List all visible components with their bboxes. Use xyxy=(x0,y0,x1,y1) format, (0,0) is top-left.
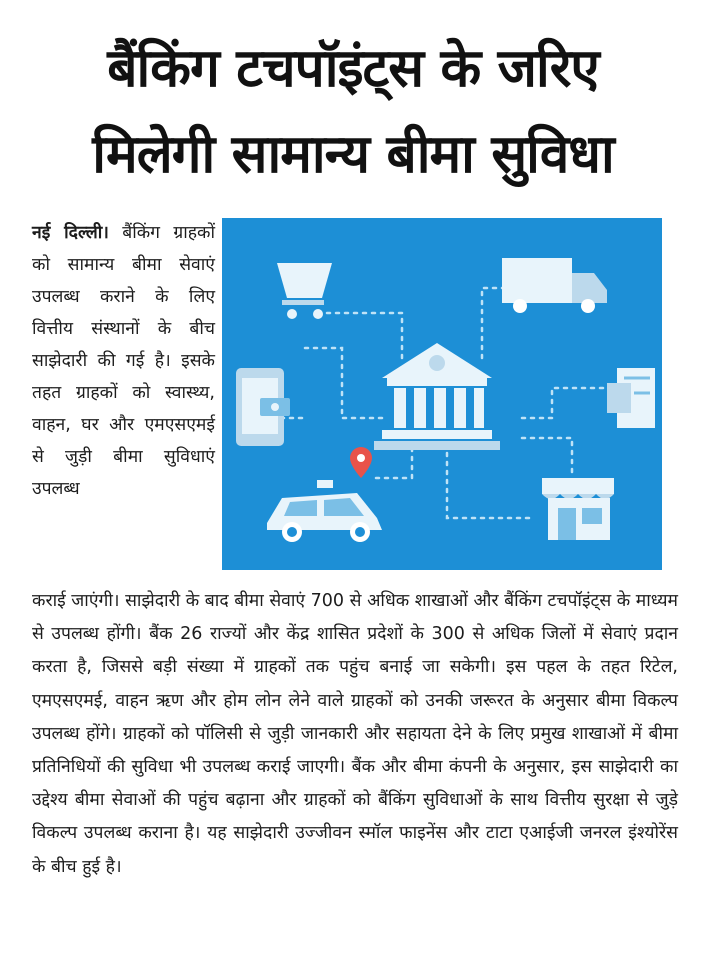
article-column-text xyxy=(32,217,215,505)
shop-icon xyxy=(542,478,614,540)
article-illustration xyxy=(222,218,662,570)
headline xyxy=(20,26,686,198)
delivery-truck-icon xyxy=(502,258,607,313)
fintech-network-graphic xyxy=(222,218,662,570)
bank-icon xyxy=(374,343,500,450)
headline-line-2: मिलेगी सामान्य बीमा सुविधा xyxy=(92,124,614,185)
headline-line-1: बैंकिंग टचपॉइंट्स के जरिए xyxy=(107,38,599,99)
document-icon xyxy=(607,368,655,428)
mobile-phone-icon xyxy=(236,368,290,446)
shopping-cart-icon xyxy=(277,263,332,319)
article-full-width-text: कराई जाएंगी। साझेदारी के बाद बीमा सेवाएं 700 से अधिक शाखाओं और बैंकिंग टचपॉइंट्स के माध्यम से उपलब्ध होंगी। बैंक 26 राज्यों और केंद्र शासित प्रदेशों के 300 से अधिक जिलों में सेवाएं प्रदान करता है, जिससे बड़ी संख्या में ग्राहकों तक पहुंच बनाई जा सकेगी। इस पहल के तहत रिटेल, एमएसएमई, वाहन ऋण और होम लोन लेने वाले ग्राहकों को उनकी जरूरत के अनुसार बीमा विकल्प उपलब्ध होंगे। ग्राहकों को पॉलिसी से जुड़ी जानकारी और सहायता देने के लिए प्रमुख शाखाओं में बीमा प्रतिनिधियों की सुविधा भी उपलब्ध कराई जाएगी। बैंक और बीमा कंपनी के अनुसार, इस साझेदारी का उद्देश्य बीमा सेवाओं की पहुंच बढ़ाना और ग्राहकों को बैंकिंग सुविधाओं के साथ वित्तीय सुरक्षा से जुड़े विकल्प उपलब्ध कराना है। यह साझेदारी उज्जीवन स्मॉल फाइनेंस और टाटा एआईजी जनरल इंश्योरेंस के बीच हुई है। xyxy=(32,591,678,877)
location-pin-icon xyxy=(350,447,372,478)
taxi-car-icon xyxy=(267,480,382,542)
column-paragraph: बैंकिंग ग्राहकों को सामान्य बीमा सेवाएं उपलब्ध कराने के लिए वित्तीय संस्थानों के बीच साझेदारी की गई है। इसके तहत ग्राहकों को स्वास्थ्य, वाहन, घर और एमएसएमई से जुड़ी बीमा सुविधाएं उपलब्ध xyxy=(32,223,215,499)
dateline: नई दिल्ली। xyxy=(32,223,109,243)
